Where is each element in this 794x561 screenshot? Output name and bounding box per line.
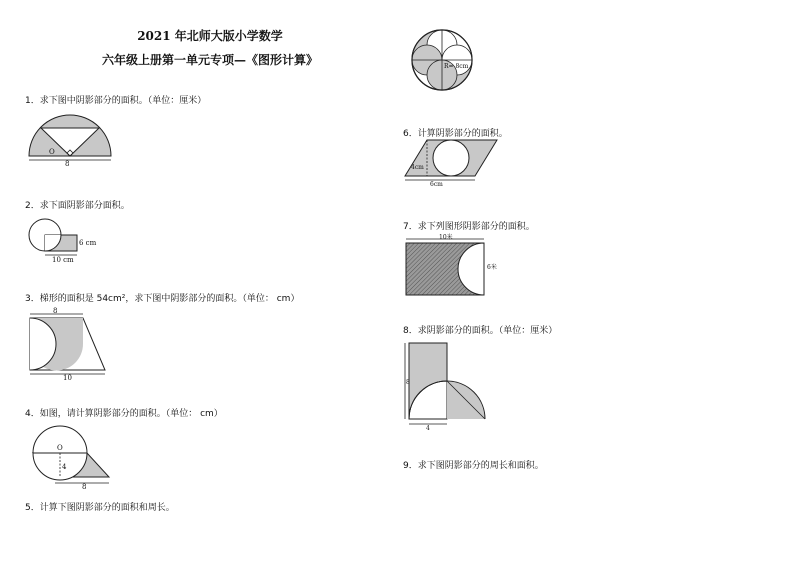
q7-label-w: 10米: [439, 234, 453, 241]
question-8-text: 8．求阴影部分的面积。（单位：厘米）: [403, 326, 558, 336]
question-6-text: 6．计算阴影部分的面积。: [403, 129, 508, 139]
question-7-text: 7．求下列图形阴影部分的面积。: [403, 222, 535, 232]
page-subtitle: 六年级上册第一单元专项—《图形计算》: [101, 53, 318, 67]
question-8-figure: [403, 338, 487, 432]
question-4-text: 4．如图，请计算阴影部分的面积。（单位： cm）: [25, 409, 223, 419]
q6-label-w: 6cm: [430, 181, 443, 188]
q8-label-w: 4: [426, 425, 430, 432]
question-7-figure: [403, 233, 503, 299]
q4-label-w: 8: [82, 483, 87, 491]
q5-label-r: R= 8cm: [444, 63, 469, 70]
q2-label-w: 10 cm: [52, 256, 74, 264]
page-title: 2021 年北师大版小学数学: [137, 29, 283, 43]
question-2-text: 2．求下面阴影部分面积。: [25, 201, 130, 211]
q1-label-len: 8: [65, 160, 70, 168]
question-5-text: 5．计算下图阴影部分的面积和周长。: [25, 503, 175, 513]
question-1-text: 1．求下图中阴影部分的面积。（单位：厘米）: [25, 96, 207, 106]
question-4-figure: [25, 425, 120, 489]
question-1-figure: [25, 110, 115, 166]
q1-label-o: O: [49, 148, 55, 156]
q3-label-bottom: 10: [63, 374, 72, 382]
question-9-text: 9．求下图阴影部分的周长和面积。: [403, 461, 544, 471]
q4-label-h: 4: [62, 463, 67, 471]
q7-label-h: 6米: [487, 264, 497, 271]
question-6-figure: [403, 138, 499, 188]
question-2-figure: [25, 215, 105, 265]
q2-label-h: 6 cm: [79, 239, 97, 247]
question-3-text: 3．梯形的面积是 54cm²，求下图中阴影部分的面积。（单位： cm）: [25, 294, 300, 304]
question-3-figure: [25, 308, 115, 380]
question-5-figure: [410, 28, 474, 92]
q3-label-top: 8: [53, 307, 58, 315]
q8-label-h: 8: [406, 379, 410, 386]
q4-label-o: O: [57, 444, 63, 452]
q6-label-h: 4cm: [411, 164, 424, 171]
